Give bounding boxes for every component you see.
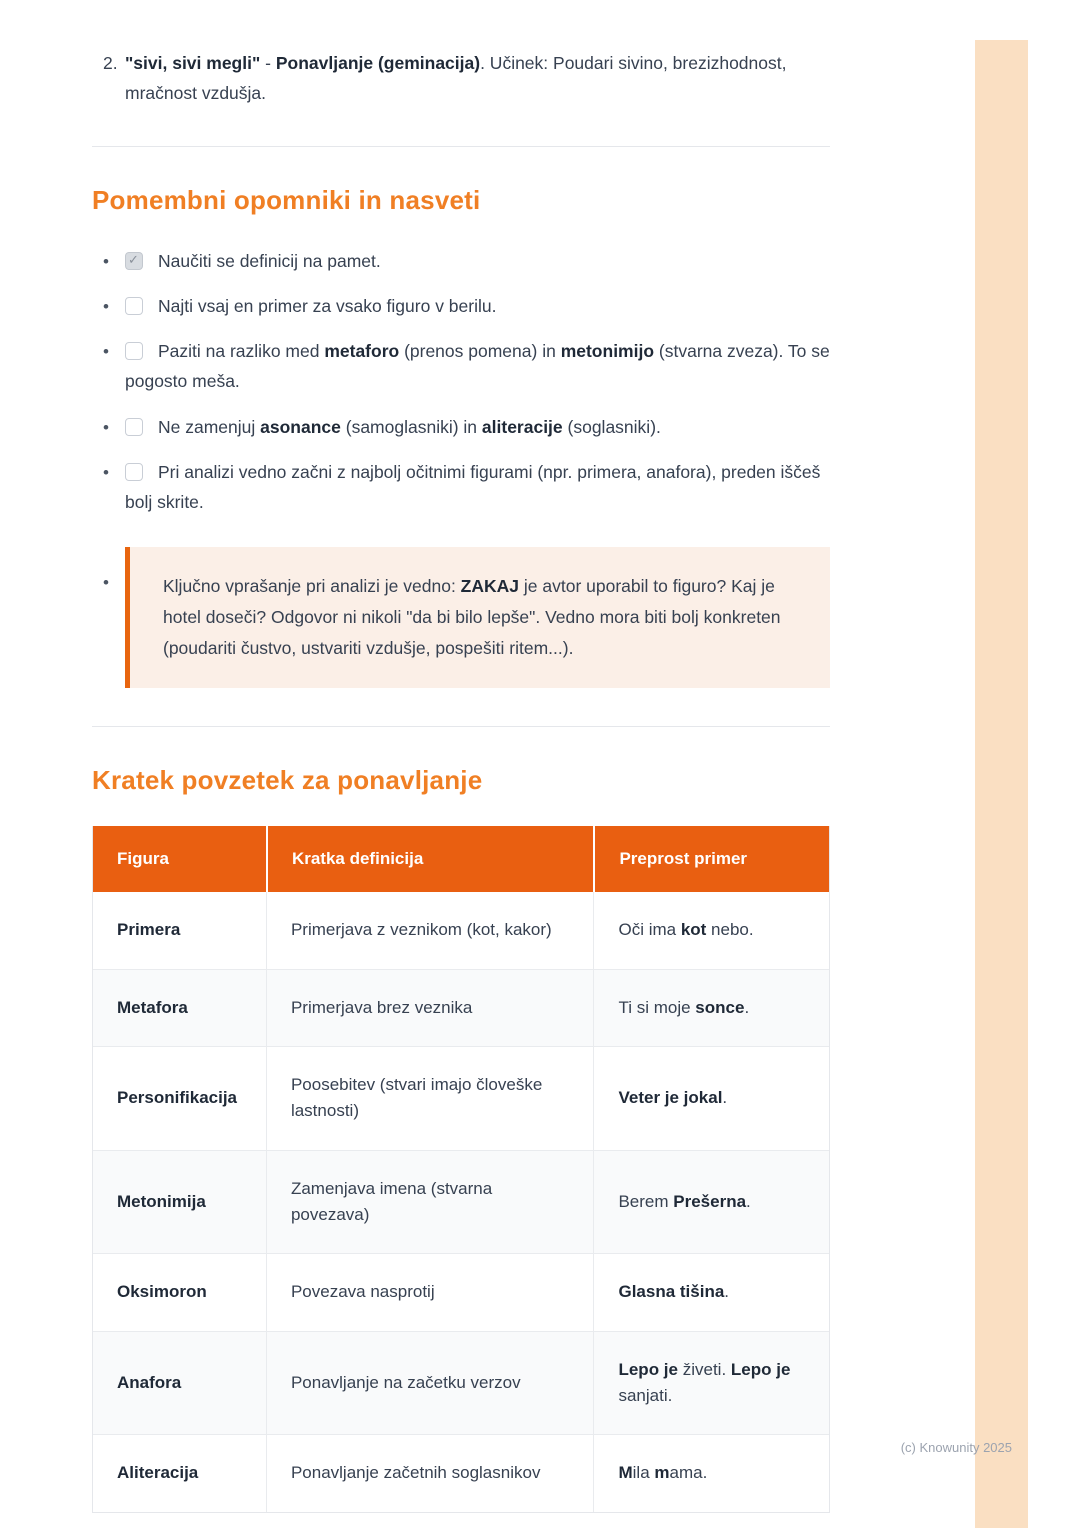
check-icon: ✓ <box>128 252 139 268</box>
checklist-item <box>92 457 830 517</box>
checkbox-checked[interactable] <box>125 252 143 270</box>
bullet-dot: • <box>103 297 109 317</box>
page-content <box>92 48 830 1513</box>
callout-text: Ključno vprašanje pri analizi je vedno: ZAKAJ je avtor uporabil to figuro? Kaj je hotel doseči? Odgovor ni nikoli "da bi bilo lepše". Vedno mora biti bolj konkreten (poudariti čustvo, ustvariti vzdušje, pospešiti ritem...). <box>163 575 781 659</box>
table-row <box>93 1253 829 1330</box>
summary-table-header-row <box>93 826 829 892</box>
table-header-cell: Kratka definicija <box>266 826 594 892</box>
cell-example: Ti si moje sonce. <box>593 969 829 1046</box>
summary-table-body <box>93 892 829 1511</box>
cell-definition: Poosebitev (stvari imajo človeške lastnosti) <box>266 1046 594 1150</box>
bullet-dot: • <box>103 572 109 592</box>
bullet-dot: • <box>103 252 109 272</box>
cell-definition: Ponavljanje začetnih soglasnikov <box>266 1434 594 1511</box>
cell-definition: Primerjava z veznikom (kot, kakor) <box>266 892 594 968</box>
cell-example: Lepo je živeti. Lepo je sanjati. <box>593 1331 829 1435</box>
key-question-callout <box>125 547 830 688</box>
list-item-number: 2. <box>103 53 118 73</box>
cell-figure: Anafora <box>93 1331 266 1435</box>
cell-figure: Aliteracija <box>93 1434 266 1511</box>
summary-table <box>93 826 829 1511</box>
section-title-notes: Pomembni opomniki in nasveti <box>92 185 481 216</box>
table-row <box>93 969 829 1046</box>
table-row <box>93 1150 829 1254</box>
cell-figure: Oksimoron <box>93 1253 266 1330</box>
checklist-item <box>92 412 830 442</box>
decorative-side-stripe <box>975 40 1028 1528</box>
checkbox-unchecked[interactable] <box>125 297 143 315</box>
table-header-cell: Preprost primer <box>593 826 829 892</box>
checklist-item-text: Najti vsaj en primer za vsako figuro v berilu. <box>158 296 497 317</box>
cell-example: Oči ima kot nebo. <box>593 892 829 968</box>
section-divider <box>92 726 830 727</box>
cell-example: Berem Prešerna. <box>593 1150 829 1254</box>
cell-figure: Primera <box>93 892 266 968</box>
checklist-item-text: Paziti na razliko med metaforo (prenos pomena) in metonimijo (stvarna zveza). To se pogosto meša. <box>125 341 830 392</box>
table-row <box>93 1331 829 1435</box>
notes-checklist <box>92 246 830 517</box>
bullet-dot: • <box>103 417 109 437</box>
cell-definition: Ponavljanje na začetku verzov <box>266 1331 594 1435</box>
checkbox-unchecked[interactable] <box>125 463 143 481</box>
cell-definition: Zamenjava imena (stvarna povezava) <box>266 1150 594 1254</box>
cell-figure: Personifikacija <box>93 1046 266 1150</box>
checklist-item <box>92 336 830 396</box>
checkbox-unchecked[interactable] <box>125 418 143 436</box>
checklist-item-text: Naučiti se definicij na pamet. <box>158 251 381 272</box>
checklist-item-text: Ne zamenjuj asonance (samoglasniki) in aliteracije (soglasniki). <box>158 416 661 437</box>
table-row <box>93 892 829 968</box>
checklist-item <box>92 291 830 321</box>
cell-figure: Metonimija <box>93 1150 266 1254</box>
cell-definition: Povezava nasprotij <box>266 1253 594 1330</box>
callout-row <box>92 547 830 688</box>
copyright-notice: (c) Knowunity 2025 <box>900 1440 1012 1455</box>
numbered-list-item <box>92 48 830 108</box>
summary-table-wrap <box>92 826 830 1512</box>
checkbox-unchecked[interactable] <box>125 342 143 360</box>
cell-example: Mila mama. <box>593 1434 829 1511</box>
table-row <box>93 1434 829 1511</box>
cell-definition: Primerjava brez veznika <box>266 969 594 1046</box>
checklist-item-text: Pri analizi vedno začni z najbolj očitnimi figurami (npr. primera, anafora), preden iščeš bolj skrite. <box>125 461 821 512</box>
table-header-cell: Figura <box>93 826 266 892</box>
section-divider <box>92 146 830 147</box>
cell-example: Veter je jokal. <box>593 1046 829 1150</box>
bullet-dot: • <box>103 342 109 362</box>
cell-figure: Metafora <box>93 969 266 1046</box>
list-item-text: "sivi, sivi megli" - Ponavljanje (geminacija). Učinek: Poudari sivino, brezizhodnost, mračnost vzdušja. <box>125 53 787 104</box>
bullet-dot: • <box>103 462 109 482</box>
cell-example: Glasna tišina. <box>593 1253 829 1330</box>
checklist-item <box>92 246 830 276</box>
table-row <box>93 1046 829 1150</box>
section-title-summary: Kratek povzetek za ponavljanje <box>92 765 483 796</box>
